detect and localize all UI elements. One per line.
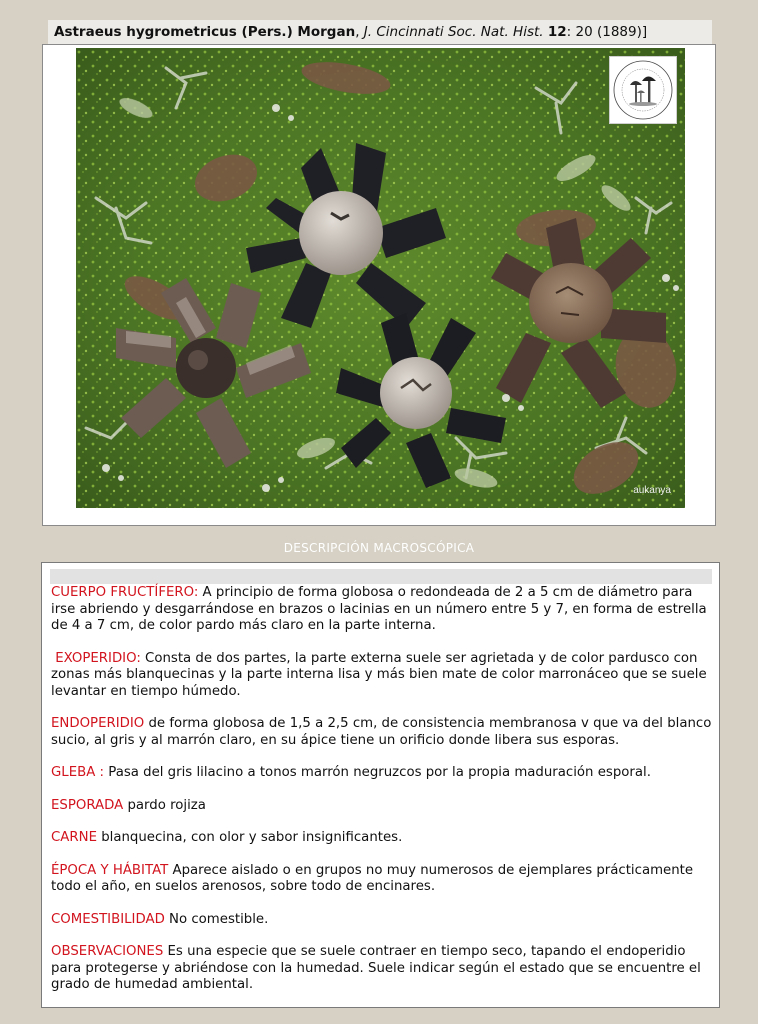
description-paragraph	[51, 863, 713, 896]
description-paragraph	[51, 944, 713, 994]
field-text: Aparece aislado o en grupos no muy numerosos de ejemplares prácticamente todo el año, en suelos arenosos, sobre todo de encinares.	[51, 862, 694, 894]
description-paragraph	[51, 585, 713, 635]
specimen-photo	[76, 48, 685, 508]
field-label: GLEBA :	[51, 765, 105, 780]
species-name: Astraeus hygrometricus (Pers.) Morgan	[54, 24, 356, 40]
photo-credit: aukanya	[633, 485, 671, 496]
field-label: ESPORADA	[51, 797, 124, 813]
photo-frame	[42, 44, 716, 526]
field-label: EXOPERIDIO:	[55, 650, 141, 666]
society-logo	[609, 56, 677, 124]
species-title-bar	[48, 20, 712, 44]
field-label: COMESTIBILIDAD	[51, 911, 165, 927]
field-text: pardo rojiza	[123, 797, 206, 813]
description-text	[51, 585, 713, 1010]
field-text: blanquecina, con olor y sabor insignificantes.	[96, 830, 403, 845]
field-text: de forma globosa de 1,5 a 2,5 cm, de consistencia membranosa v que va del blanco sucio, al gris y al marrón claro, en su ápice tiene un orificio donde libera sus esporas.	[51, 716, 712, 748]
description-paragraph	[51, 651, 713, 701]
field-text: A principio de forma globosa o redondeada de 2 a 5 cm de diámetro para irse abriendo y desgarrándose en brazos o lacinias en un número entre 5 y 7, en forma de estrella de 4 a 7 cm, de color pardo más claro en la parte interna.	[51, 585, 707, 633]
field-text: Es una especie que se suele contraer en tiempo seco, tapando el endoperidio para protegerse y abriéndose con la humedad. Suele indicar según el estado que se encuentre el grado de humedad ambiental.	[51, 944, 701, 992]
field-label: CARNE	[51, 830, 97, 845]
description-paragraph	[51, 716, 713, 749]
field-label: ENDOPERIDIO	[51, 716, 145, 731]
field-text: No comestible.	[164, 911, 269, 927]
description-paragraph	[51, 798, 713, 815]
title-separator: ,	[355, 24, 364, 40]
journal-pages-year: : 20 (1889)]	[566, 24, 648, 40]
field-label: ÉPOCA Y HÁBITAT	[51, 862, 169, 878]
description-paragraph	[51, 830, 713, 847]
field-text: Consta de dos partes, la parte externa suele ser agrietada y de color pardusco con zonas más blanquecinas y la parte interna lisa y más bien mate de color marronáceo que se suele levantar en tiempo húmedo.	[51, 650, 707, 699]
description-paragraph	[51, 912, 713, 929]
description-paragraph	[51, 765, 713, 782]
description-panel	[41, 562, 720, 1008]
section-heading: DESCRIPCIÓN MACROSCÓPICA	[283, 541, 475, 555]
panel-header-strip	[50, 569, 712, 584]
journal-volume: 12	[547, 24, 567, 40]
field-label: CUERPO FRUCTÍFERO:	[51, 585, 199, 600]
field-label: OBSERVACIONES	[51, 944, 164, 959]
field-text: Pasa del gris lilacino a tonos marrón negruzcos por la propia maduración esporal.	[104, 765, 651, 780]
journal-name: J. Cincinnati Soc. Nat. Hist.	[363, 24, 544, 40]
